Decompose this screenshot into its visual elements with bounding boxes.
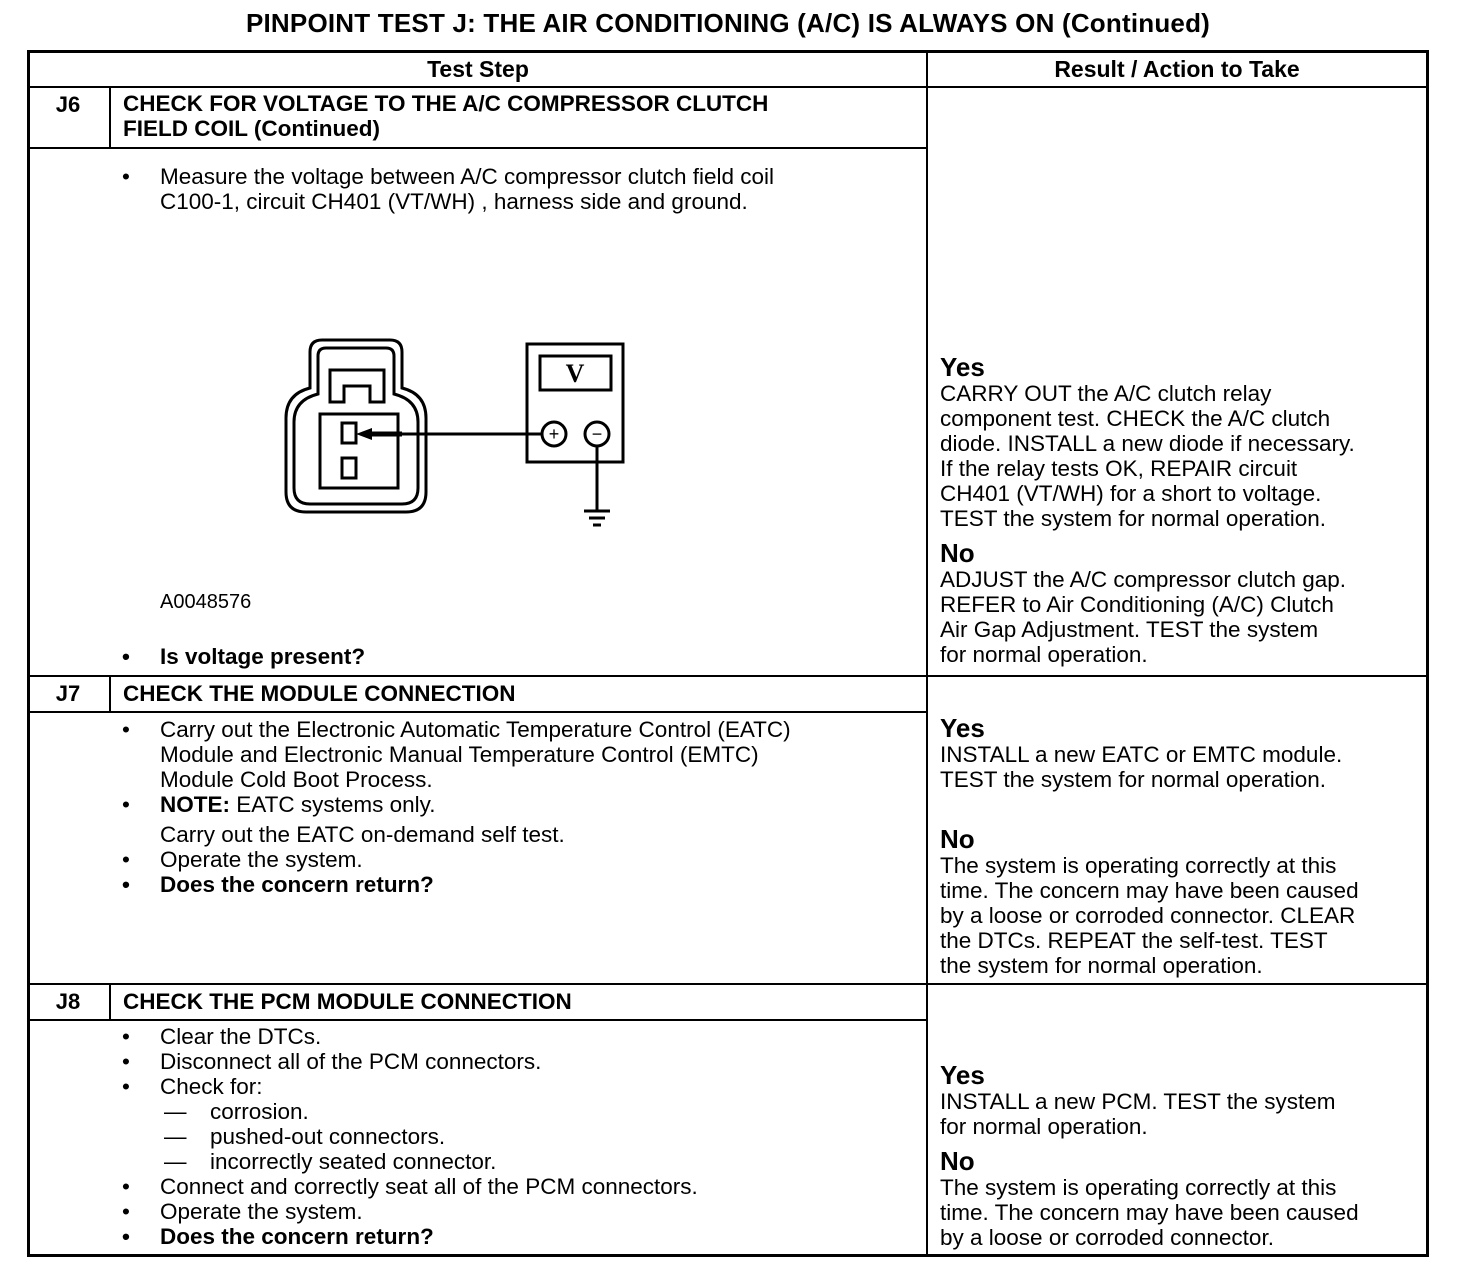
j7-no-text: The system is operating correctly at this time. The concern may have been caused by a loose or corroded connector. CLEAR the DTCs. REPEAT the self-test. TEST the system for normal operation. — [940, 853, 1359, 978]
j8-question: • Does the concern return? — [160, 1224, 434, 1249]
j8-bullet-4: • Connect and correctly seat all of the PCM connectors. — [160, 1174, 698, 1199]
j7-yes-label: Yes — [940, 713, 985, 743]
step-id-j8: J8 — [55, 989, 81, 1014]
j7-question: • Does the concern return? — [160, 872, 434, 897]
j8-title-divider — [27, 1019, 927, 1021]
note-text: EATC systems only. — [230, 792, 436, 817]
terminal-cavity — [320, 414, 398, 488]
plus-label: + — [548, 424, 560, 444]
j7-note — [160, 792, 435, 817]
step-id-j6: J6 — [55, 92, 81, 117]
voltmeter-label: V — [565, 359, 585, 388]
page-title: PINPOINT TEST J: THE AIR CONDITIONING (A/C) IS ALWAYS ON (Continued) — [245, 8, 1211, 38]
figure-id: A0048576 — [160, 591, 252, 613]
id-divider-j6 — [109, 86, 111, 149]
j7-bullet-2-text: Carry out the EATC on-demand self test. — [160, 822, 565, 847]
j6-title-divider — [27, 147, 927, 149]
header-result: Result / Action to Take — [1054, 56, 1300, 82]
header-test-step: Test Step — [427, 56, 529, 82]
j6-yes-label: Yes — [940, 352, 985, 382]
j8-dash-1: — corrosion. — [210, 1099, 309, 1124]
j7-no-label: No — [940, 824, 975, 854]
row-divider-j8 — [27, 983, 1429, 985]
minus-label: − — [591, 424, 603, 444]
j8-yes-label: Yes — [940, 1060, 985, 1090]
header-divider — [27, 86, 1429, 88]
probe-tip — [356, 428, 372, 440]
j6-no-text: ADJUST the A/C compressor clutch gap. REFER to Air Conditioning (A/C) Clutch Air Gap Adjustment. TEST the system for normal operation. — [940, 567, 1346, 667]
id-divider-j8 — [109, 983, 111, 1021]
j8-no-text: The system is operating correctly at this time. The concern may have been caused by a loose or corroded connector. — [940, 1175, 1359, 1250]
column-divider — [926, 50, 928, 1257]
row-divider-j7 — [27, 675, 1429, 677]
j8-yes-text: INSTALL a new PCM. TEST the system for normal operation. — [940, 1089, 1336, 1139]
j8-no-label: No — [940, 1146, 975, 1176]
j8-dash-3: — incorrectly seated connector. — [210, 1149, 496, 1174]
j8-bullet-1: • Clear the DTCs. — [160, 1024, 321, 1049]
j8-dash-2: — pushed-out connectors. — [210, 1124, 445, 1149]
j6-instruction: • Measure the voltage between A/C compressor clutch field coil C100-1, circuit CH401 (VT/WH) , harness side and ground. — [160, 164, 774, 214]
j6-question: • Is voltage present? — [160, 644, 365, 669]
id-divider-j7 — [109, 675, 111, 712]
j6-yes-text: CARRY OUT the A/C clutch relay component test. CHECK the A/C clutch diode. INSTALL a new diode if necessary. If the relay tests OK, REPAIR circuit CH401 (VT/WH) for a short to voltage. TEST the system for normal operation. — [940, 381, 1355, 531]
j8-bullet-3: • Check for: — [160, 1074, 263, 1099]
j7-bullet-3: • Operate the system. — [160, 847, 363, 872]
step-title-j8: CHECK THE PCM MODULE CONNECTION — [123, 989, 572, 1014]
step-id-j7: J7 — [55, 681, 81, 706]
j6-no-label: No — [940, 538, 975, 568]
connector-latch — [330, 370, 384, 402]
j7-title-divider — [27, 711, 927, 713]
terminal-1 — [342, 423, 356, 443]
terminal-2 — [342, 458, 356, 478]
j8-bullet-2: • Disconnect all of the PCM connectors. — [160, 1049, 541, 1074]
step-title-j7: CHECK THE MODULE CONNECTION — [123, 681, 516, 706]
j8-bullet-5: • Operate the system. — [160, 1199, 363, 1224]
step-title-j6: CHECK FOR VOLTAGE TO THE A/C COMPRESSOR CLUTCH FIELD COIL (Continued) — [123, 91, 769, 141]
note-label: NOTE: — [160, 792, 230, 817]
j7-bullet-1: • Carry out the Electronic Automatic Temperature Control (EATC) Module and Electronic Manual Temperature Control (EMTC) Module Cold Boot Process. — [160, 717, 791, 792]
j7-yes-text: INSTALL a new EATC or EMTC module. TEST the system for normal operation. — [940, 742, 1343, 792]
voltmeter-diagram — [280, 330, 640, 540]
